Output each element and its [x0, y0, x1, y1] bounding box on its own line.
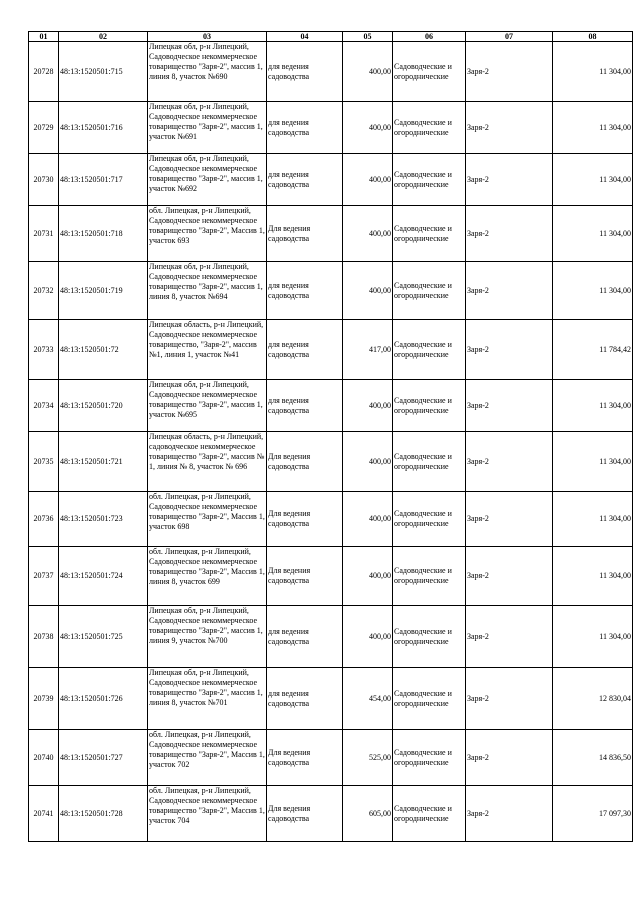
permitted-use-cell: для ведения садоводства: [267, 262, 343, 320]
registry-table-sheet: [28, 31, 631, 842]
permitted-use-cell: Для ведения садоводства: [267, 786, 343, 842]
cadastral-number-cell: 48:13:1520501:717: [59, 154, 148, 206]
row-number-cell: 20730: [29, 154, 59, 206]
header-col-08: 08: [553, 32, 633, 42]
land-category-cell: Садоводческие и огороднические: [393, 320, 466, 380]
table-row: [29, 492, 633, 547]
address-text: Липецкая обл, р-н Липецкий, Садоводческое некоммерческое товарищество "Заря-2", массив 1, участок №692: [149, 154, 263, 193]
table-row: [29, 42, 633, 102]
cadastral-number-cell: 48:13:1520501:725: [59, 606, 148, 668]
land-category-cell: Садоводческие и огороднические: [393, 262, 466, 320]
area-cell: 400,00: [343, 206, 393, 262]
area-cell: 400,00: [343, 262, 393, 320]
address-cell: [148, 102, 267, 154]
header-row: [29, 32, 633, 42]
row-number-cell: 20732: [29, 262, 59, 320]
header-col-02: 02: [59, 32, 148, 42]
permitted-use-cell: Для ведения садоводства: [267, 206, 343, 262]
row-number-cell: 20737: [29, 547, 59, 606]
address-text: обл. Липецкая, р-н Липецкий, Садоводческое некоммерческое товарищество "Заря-2", Массив 1, участок 702: [149, 730, 265, 769]
land-category-cell: Садоводческие и огороднические: [393, 492, 466, 547]
cadastral-number-cell: 48:13:1520501:724: [59, 547, 148, 606]
header-col-03: 03: [148, 32, 267, 42]
row-number-cell: 20735: [29, 432, 59, 492]
address-cell: [148, 786, 267, 842]
permitted-use-cell: для ведения садоводства: [267, 668, 343, 730]
cadastral-number-cell: 48:13:1520501:718: [59, 206, 148, 262]
cadastral-value-cell: 12 830,04: [553, 668, 633, 730]
land-category-cell: Садоводческие и огороднические: [393, 606, 466, 668]
area-cell: 454,00: [343, 668, 393, 730]
cadastral-value-cell: 11 304,00: [553, 547, 633, 606]
permitted-use-cell: Для ведения садоводства: [267, 730, 343, 786]
header-col-06: 06: [393, 32, 466, 42]
header-col-04: 04: [267, 32, 343, 42]
area-cell: 605,00: [343, 786, 393, 842]
land-category-cell: Садоводческие и огороднические: [393, 730, 466, 786]
address-text: Липецкая область, р-н Липецкий, Садоводческое некоммерческое товарищество, "Заря-2", массив №1, линия 1, участок №41: [149, 320, 264, 359]
address-text: обл. Липецкая, р-н Липецкий, Садоводческое некоммерческое товарищество "Заря-2", Массив 1, участок 698: [149, 492, 265, 531]
cadastral-number-cell: 48:13:1520501:716: [59, 102, 148, 154]
cadastral-number-cell: 48:13:1520501:715: [59, 42, 148, 102]
permitted-use-cell: Для ведения садоводства: [267, 547, 343, 606]
table-row: [29, 206, 633, 262]
partnership-name-cell: Заря-2: [466, 154, 553, 206]
row-number-cell: 20736: [29, 492, 59, 547]
address-cell: [148, 606, 267, 668]
address-cell: [148, 154, 267, 206]
land-category-cell: Садоводческие и огороднические: [393, 154, 466, 206]
area-cell: 400,00: [343, 547, 393, 606]
address-text: Липецкая обл, р-н Липецкий, Садоводческое некоммерческое товарищество "Заря-2", массив 1, линия 9, участок №700: [149, 606, 263, 645]
row-number-cell: 20738: [29, 606, 59, 668]
land-category-cell: Садоводческие и огороднические: [393, 42, 466, 102]
table-row: [29, 786, 633, 842]
table-row: [29, 154, 633, 206]
address-cell: [148, 730, 267, 786]
cadastral-value-cell: 11 304,00: [553, 102, 633, 154]
row-number-cell: 20733: [29, 320, 59, 380]
area-cell: 400,00: [343, 492, 393, 547]
cadastral-value-cell: 11 304,00: [553, 206, 633, 262]
partnership-name-cell: Заря-2: [466, 547, 553, 606]
partnership-name-cell: Заря-2: [466, 730, 553, 786]
partnership-name-cell: Заря-2: [466, 42, 553, 102]
land-category-cell: Садоводческие и огороднические: [393, 786, 466, 842]
area-cell: 400,00: [343, 42, 393, 102]
address-text: обл. Липецкая, р-н Липецкий, Садоводческое некоммерческое товарищество "Заря-2", Массив 1, участок 693: [149, 206, 265, 245]
address-text: Липецкая обл, р-н Липецкий, Садоводческое некоммерческое товарищество "Заря-2", массив 1, линия 8, участок №701: [149, 668, 263, 707]
land-category-cell: Садоводческие и огороднические: [393, 432, 466, 492]
cadastral-number-cell: 48:13:1520501:723: [59, 492, 148, 547]
cadastral-number-cell: 48:13:1520501:728: [59, 786, 148, 842]
partnership-name-cell: Заря-2: [466, 102, 553, 154]
partnership-name-cell: Заря-2: [466, 320, 553, 380]
cadastral-value-cell: 11 304,00: [553, 606, 633, 668]
table-row: [29, 432, 633, 492]
address-text: Липецкая обл, р-н Липецкий, Садоводческое некоммерческое товарищество "Заря-2", массив 1, участок №695: [149, 380, 263, 419]
header-col-07: 07: [466, 32, 553, 42]
permitted-use-cell: для ведения садоводства: [267, 102, 343, 154]
cadastral-number-cell: 48:13:1520501:719: [59, 262, 148, 320]
address-text: Липецкая обл, р-н Липецкий, Садоводческое некоммерческое товарищество "Заря-2", массив 1, линия 8, участок №690: [149, 42, 263, 81]
row-number-cell: 20728: [29, 42, 59, 102]
table-row: [29, 547, 633, 606]
cadastral-number-cell: 48:13:1520501:720: [59, 380, 148, 432]
table-row: [29, 668, 633, 730]
permitted-use-cell: для ведения садоводства: [267, 154, 343, 206]
land-category-cell: Садоводческие и огороднические: [393, 547, 466, 606]
cadastral-value-cell: 14 836,50: [553, 730, 633, 786]
address-cell: [148, 320, 267, 380]
cadastral-value-cell: 17 097,30: [553, 786, 633, 842]
partnership-name-cell: Заря-2: [466, 206, 553, 262]
partnership-name-cell: Заря-2: [466, 606, 553, 668]
cadastral-value-cell: 11 304,00: [553, 492, 633, 547]
address-text: Липецкая обл, р-н Липецкий, Садоводческое некоммерческое товарищество "Заря-2", массив 1, участок №691: [149, 102, 263, 141]
land-category-cell: Садоводческие и огороднические: [393, 102, 466, 154]
row-number-cell: 20741: [29, 786, 59, 842]
permitted-use-cell: для ведения садоводства: [267, 606, 343, 668]
partnership-name-cell: Заря-2: [466, 432, 553, 492]
area-cell: 400,00: [343, 606, 393, 668]
area-cell: 400,00: [343, 380, 393, 432]
land-category-cell: Садоводческие и огороднические: [393, 206, 466, 262]
cadastral-value-cell: 11 304,00: [553, 262, 633, 320]
area-cell: 400,00: [343, 432, 393, 492]
permitted-use-cell: для ведения садоводства: [267, 380, 343, 432]
cadastral-number-cell: 48:13:1520501:726: [59, 668, 148, 730]
row-number-cell: 20729: [29, 102, 59, 154]
address-text: Липецкая область, р-н Липецкий, садоводческое некоммерческое товарищество "Заря-2", массив № 1, линия № 8, участок № 696: [149, 432, 265, 471]
cadastral-value-cell: 11 304,00: [553, 432, 633, 492]
row-number-cell: 20739: [29, 668, 59, 730]
partnership-name-cell: Заря-2: [466, 668, 553, 730]
address-text: обл. Липецкая, р-н Липецкий, Садоводческое некоммерческое товарищество "Заря-2", Массив 1, линия 8, участок 699: [149, 547, 265, 586]
cadastral-value-cell: 11 784,42: [553, 320, 633, 380]
table-row: [29, 730, 633, 786]
land-category-cell: Садоводческие и огороднические: [393, 668, 466, 730]
partnership-name-cell: Заря-2: [466, 786, 553, 842]
address-cell: [148, 547, 267, 606]
partnership-name-cell: Заря-2: [466, 262, 553, 320]
cadastral-number-cell: 48:13:1520501:727: [59, 730, 148, 786]
header-col-05: 05: [343, 32, 393, 42]
partnership-name-cell: Заря-2: [466, 380, 553, 432]
address-cell: [148, 380, 267, 432]
cadastral-value-cell: 11 304,00: [553, 42, 633, 102]
cadastral-value-cell: 11 304,00: [553, 154, 633, 206]
cadastral-value-cell: 11 304,00: [553, 380, 633, 432]
table-row: [29, 320, 633, 380]
cadastral-number-cell: 48:13:1520501:72: [59, 320, 148, 380]
address-cell: [148, 492, 267, 547]
permitted-use-cell: Для ведения садоводства: [267, 432, 343, 492]
cadastral-number-cell: 48:13:1520501:721: [59, 432, 148, 492]
table-row: [29, 262, 633, 320]
table-row: [29, 606, 633, 668]
area-cell: 417,00: [343, 320, 393, 380]
permitted-use-cell: для ведения садоводства: [267, 320, 343, 380]
address-cell: [148, 668, 267, 730]
row-number-cell: 20740: [29, 730, 59, 786]
address-text: Липецкая обл, р-н Липецкий, Садоводческое некоммерческое товарищество "Заря-2", массив 1, линия 8, участок №694: [149, 262, 263, 301]
address-cell: [148, 432, 267, 492]
permitted-use-cell: для ведения садоводства: [267, 42, 343, 102]
permitted-use-cell: Для ведения садоводства: [267, 492, 343, 547]
header-col-01: 01: [29, 32, 59, 42]
area-cell: 525,00: [343, 730, 393, 786]
partnership-name-cell: Заря-2: [466, 492, 553, 547]
address-cell: [148, 206, 267, 262]
address-cell: [148, 42, 267, 102]
address-cell: [148, 262, 267, 320]
row-number-cell: 20734: [29, 380, 59, 432]
table-row: [29, 380, 633, 432]
table-body: [29, 42, 633, 842]
address-text: обл. Липецкая, р-н Липецкий, Садоводческое некоммерческое товарищество "Заря-2", Массив 1, участок 704: [149, 786, 265, 825]
table-row: [29, 102, 633, 154]
area-cell: 400,00: [343, 102, 393, 154]
registry-table: [28, 31, 633, 842]
row-number-cell: 20731: [29, 206, 59, 262]
land-category-cell: Садоводческие и огороднические: [393, 380, 466, 432]
area-cell: 400,00: [343, 154, 393, 206]
